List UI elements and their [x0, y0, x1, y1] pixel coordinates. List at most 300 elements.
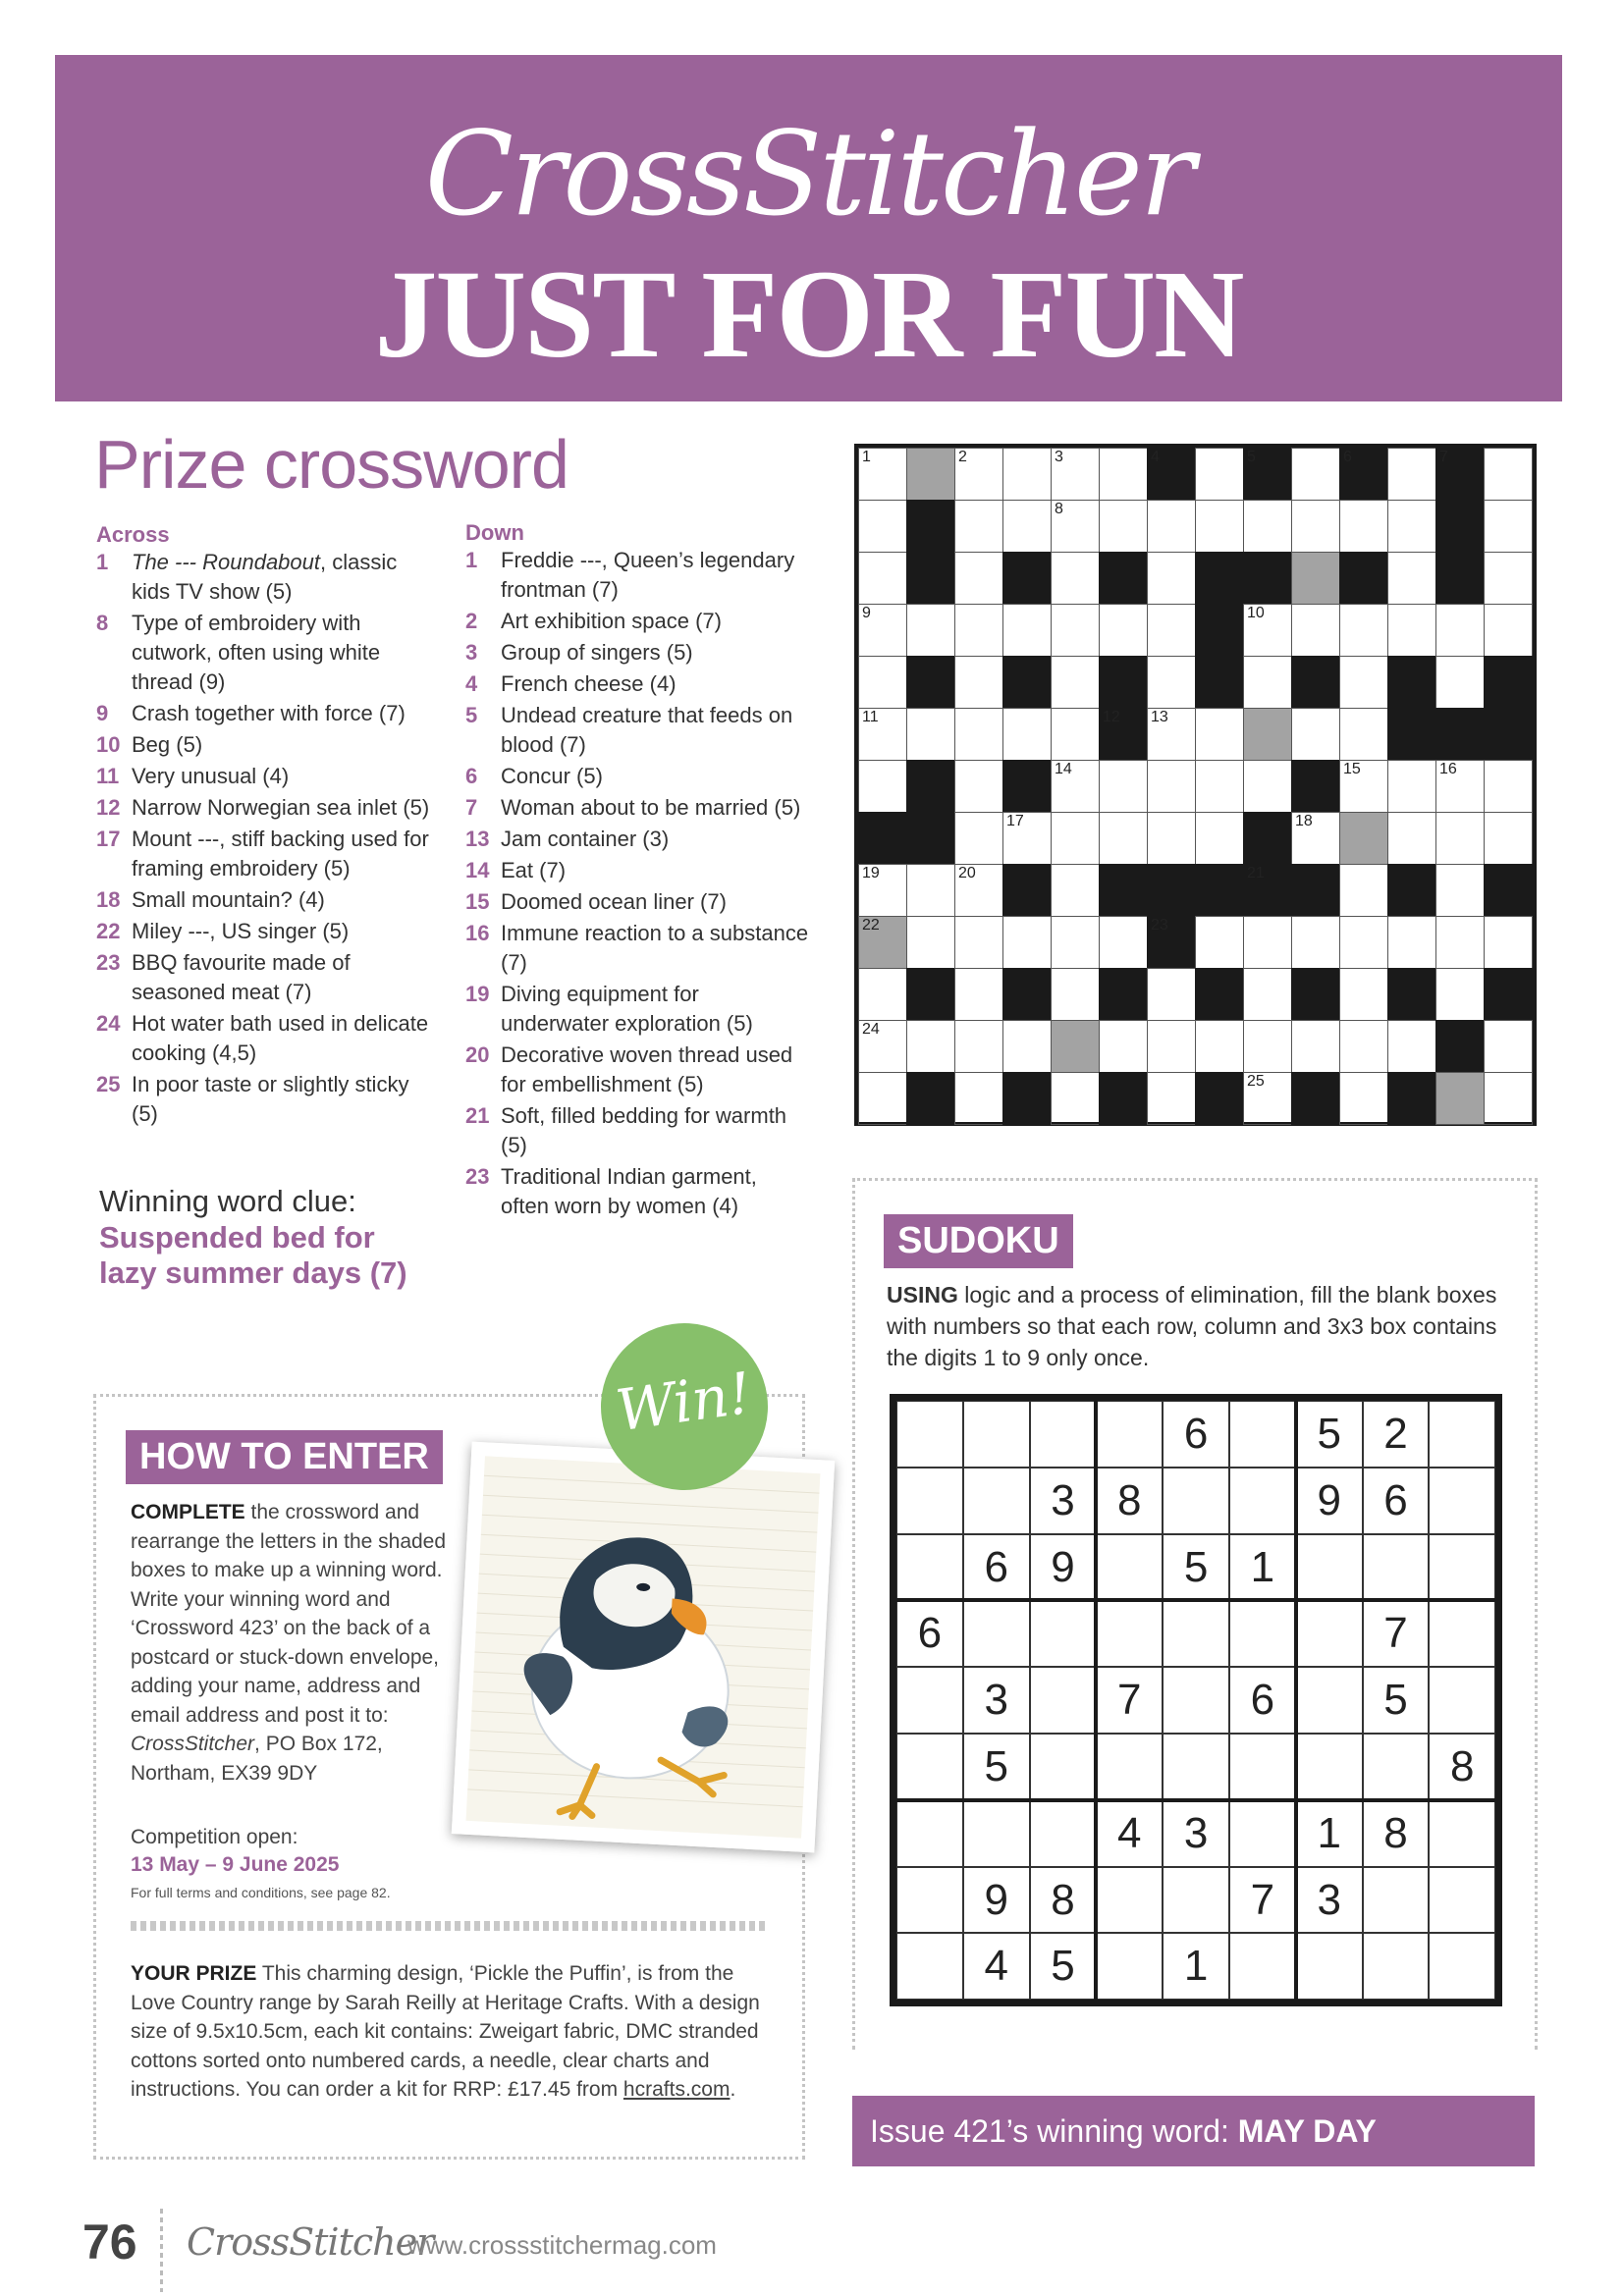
- crossword-block: [1387, 968, 1436, 1021]
- sudoku-empty-cell[interactable]: [1096, 1600, 1163, 1667]
- crossword-cell[interactable]: [1339, 656, 1388, 709]
- crossword-cell[interactable]: [1051, 552, 1100, 605]
- crossword-cell[interactable]: [1195, 760, 1244, 813]
- sudoku-empty-cell[interactable]: [896, 1401, 963, 1468]
- sudoku-empty-cell[interactable]: [1163, 1867, 1229, 1934]
- crossword-shaded-cell[interactable]: [906, 448, 955, 501]
- crossword-cell[interactable]: [1243, 1072, 1292, 1125]
- clue-text: Group of singers (5): [501, 640, 693, 665]
- crossword-cell[interactable]: [858, 604, 907, 657]
- crossword-cell[interactable]: [1339, 916, 1388, 969]
- crossword-cell[interactable]: [1051, 500, 1100, 553]
- crossword-cell[interactable]: [1002, 812, 1052, 865]
- sudoku-empty-cell[interactable]: [1429, 1867, 1495, 1934]
- crossword-block: [858, 812, 907, 865]
- crossword-cell[interactable]: [1243, 968, 1292, 1021]
- crossword-cell[interactable]: [954, 604, 1003, 657]
- sudoku-empty-cell[interactable]: [1030, 1800, 1097, 1867]
- crossword-cell[interactable]: [1099, 500, 1148, 553]
- clue-number: 1: [96, 550, 109, 574]
- crossword-cell[interactable]: [1147, 604, 1196, 657]
- crossword-cell[interactable]: [906, 708, 955, 761]
- clue-text: Diving equipment for underwater exploration (5): [501, 982, 753, 1036]
- previous-winner-banner: [852, 2096, 1535, 2166]
- sudoku-empty-cell[interactable]: [1163, 1600, 1229, 1667]
- crossword-cell[interactable]: [1435, 812, 1485, 865]
- sudoku-empty-cell[interactable]: [1296, 1534, 1363, 1601]
- sudoku-empty-cell[interactable]: [1229, 1600, 1296, 1667]
- prize-end: .: [730, 2078, 736, 2101]
- sudoku-empty-cell[interactable]: [963, 1800, 1030, 1867]
- crossword-cell[interactable]: [954, 812, 1003, 865]
- sudoku-empty-cell[interactable]: [1429, 1667, 1495, 1734]
- crossword-cell[interactable]: [1435, 864, 1485, 917]
- clue-number: 20: [465, 1042, 490, 1067]
- crossword-cell[interactable]: [1147, 812, 1196, 865]
- crossword-cell[interactable]: [1339, 968, 1388, 1021]
- crossword-cell[interactable]: [954, 448, 1003, 501]
- sudoku-given-cell: 5: [963, 1734, 1030, 1800]
- clue-number: 14: [465, 858, 490, 882]
- crossword-cell[interactable]: [954, 656, 1003, 709]
- terms-note: For full terms and conditions, see page 82.: [131, 1885, 391, 1900]
- crossword-cell[interactable]: [858, 708, 907, 761]
- crossword-cell[interactable]: [1147, 656, 1196, 709]
- crossword-cell[interactable]: [1339, 760, 1388, 813]
- sudoku-empty-cell[interactable]: [1030, 1401, 1097, 1468]
- crossword-block: [1099, 1072, 1148, 1125]
- clue-item: [465, 887, 809, 917]
- sudoku-given-cell: 9: [1296, 1468, 1363, 1534]
- clue-italic: The --- Roundabout: [132, 550, 320, 574]
- crossword-cell[interactable]: [1291, 1020, 1340, 1073]
- sudoku-empty-cell[interactable]: [1429, 1468, 1495, 1534]
- crossword-block: [1147, 916, 1196, 969]
- crossword-cell[interactable]: [858, 500, 907, 553]
- crossword-cell[interactable]: [1099, 760, 1148, 813]
- clue-item: [465, 793, 809, 823]
- crossword-cell[interactable]: [1435, 760, 1485, 813]
- crossword-cell[interactable]: [1387, 552, 1436, 605]
- crossword-cell[interactable]: [1387, 1020, 1436, 1073]
- crossword-cell[interactable]: [1291, 916, 1340, 969]
- crossword-cell[interactable]: [1387, 916, 1436, 969]
- sudoku-empty-cell[interactable]: [1163, 1667, 1229, 1734]
- sudoku-empty-cell[interactable]: [1229, 1800, 1296, 1867]
- crossword-cell[interactable]: [1339, 1020, 1388, 1073]
- clue-item: [96, 825, 440, 883]
- clue-number: 1: [465, 548, 478, 572]
- sudoku-empty-cell[interactable]: [1096, 1401, 1163, 1468]
- crossword-cell[interactable]: [954, 968, 1003, 1021]
- clue-text: BBQ favourite made of seasoned meat (7): [132, 950, 351, 1004]
- crossword-cell[interactable]: [954, 1020, 1003, 1073]
- crossword-block: [1291, 864, 1340, 917]
- crossword-cell[interactable]: [954, 552, 1003, 605]
- crossword-clue-number: 12: [1103, 709, 1120, 725]
- crossword-cell[interactable]: [858, 656, 907, 709]
- down-heading: Down: [465, 520, 524, 545]
- sudoku-empty-cell[interactable]: [1030, 1734, 1097, 1800]
- crossword-block: [1195, 552, 1244, 605]
- crossword-block: [1195, 1072, 1244, 1125]
- crossword-shaded-cell[interactable]: [858, 916, 907, 969]
- crossword-cell[interactable]: [906, 916, 955, 969]
- crossword-cell[interactable]: [1291, 604, 1340, 657]
- crossword-cell[interactable]: [1051, 604, 1100, 657]
- crossword-clue-number: 10: [1247, 605, 1265, 621]
- sudoku-given-cell: 6: [1163, 1401, 1229, 1468]
- crossword-cell[interactable]: [1435, 656, 1485, 709]
- crossword-clue-number: 20: [958, 865, 976, 881]
- sudoku-empty-cell[interactable]: [1429, 1600, 1495, 1667]
- crossword-cell[interactable]: [1002, 1020, 1052, 1073]
- crossword-cell[interactable]: [1002, 916, 1052, 969]
- section-title: JUST FOR FUN: [374, 244, 1243, 384]
- entry-lead: COMPLETE: [131, 1501, 245, 1523]
- crossword-cell[interactable]: [1147, 1072, 1196, 1125]
- crossword-cell[interactable]: [1243, 500, 1292, 553]
- sudoku-empty-cell[interactable]: [896, 1667, 963, 1734]
- crossword-cell[interactable]: [1484, 916, 1533, 969]
- crossword-block: [1147, 448, 1196, 501]
- crossword-cell[interactable]: [954, 1072, 1003, 1125]
- crossword-clue-number: 3: [1055, 449, 1063, 465]
- crossword-clue-number: 11: [862, 709, 879, 725]
- sudoku-box-divider: [896, 1798, 1495, 1802]
- sudoku-empty-cell[interactable]: [1096, 1534, 1163, 1601]
- clue-number: 21: [465, 1103, 490, 1128]
- crossword-cell[interactable]: [1484, 448, 1533, 501]
- crossword-cell[interactable]: [1147, 760, 1196, 813]
- crossword-clue-number: 2: [958, 449, 967, 465]
- sudoku-empty-cell[interactable]: [963, 1401, 1030, 1468]
- crossword-cell[interactable]: [1291, 708, 1340, 761]
- winning-word-clue: [99, 1183, 423, 1291]
- across-clues: [96, 522, 440, 1131]
- crossword-cell[interactable]: [1051, 708, 1100, 761]
- crossword-block: [1387, 656, 1436, 709]
- crossword-block: [1002, 968, 1052, 1021]
- sudoku-empty-cell[interactable]: [963, 1600, 1030, 1667]
- sudoku-given-cell: 7: [1229, 1867, 1296, 1934]
- crossword-block: [906, 968, 955, 1021]
- clue-text: Immune reaction to a substance (7): [501, 921, 809, 975]
- crossword-cell[interactable]: [1002, 448, 1052, 501]
- sudoku-empty-cell[interactable]: [1363, 1734, 1430, 1800]
- dotted-divider: [131, 1921, 769, 1931]
- crossword-cell[interactable]: [1147, 500, 1196, 553]
- crossword-block: [1243, 552, 1292, 605]
- sudoku-empty-cell[interactable]: [896, 1933, 963, 2000]
- crossword-cell[interactable]: [1387, 812, 1436, 865]
- crossword-clue-number: 13: [1151, 709, 1168, 725]
- crossword-cell[interactable]: [1051, 916, 1100, 969]
- down-clues: [465, 520, 809, 1223]
- crossword-cell[interactable]: [1147, 552, 1196, 605]
- clue-text: Undead creature that feeds on blood (7): [501, 703, 793, 757]
- crossword-cell[interactable]: [1484, 604, 1533, 657]
- crossword-shaded-cell[interactable]: [1339, 812, 1388, 865]
- clue-text: Hot water bath used in delicate cooking (4,5): [132, 1011, 429, 1065]
- crossword-clue-number: 25: [1247, 1073, 1265, 1090]
- crossword-block: [1195, 968, 1244, 1021]
- crossword-cell[interactable]: [1002, 604, 1052, 657]
- crossword-cell[interactable]: [1387, 500, 1436, 553]
- sudoku-given-cell: 4: [963, 1933, 1030, 2000]
- clue-text: Freddie ---, Queen’s legendary frontman (7): [501, 548, 795, 602]
- crossword-cell[interactable]: [1387, 604, 1436, 657]
- crossword-cell[interactable]: [1051, 968, 1100, 1021]
- crossword-title: Prize crossword: [94, 426, 568, 503]
- clue-number: 11: [96, 764, 120, 788]
- sudoku-given-cell: 5: [1163, 1534, 1229, 1601]
- sudoku-empty-cell[interactable]: [1030, 1600, 1097, 1667]
- crossword-cell[interactable]: [954, 760, 1003, 813]
- crossword-cell[interactable]: [1243, 604, 1292, 657]
- crossword-block: [1435, 448, 1485, 501]
- crossword-cell[interactable]: [1195, 1020, 1244, 1073]
- prize-lead: YOUR PRIZE: [131, 1962, 257, 1985]
- crossword-cell[interactable]: [1243, 656, 1292, 709]
- clue-number: 19: [465, 982, 490, 1006]
- crossword-shaded-cell[interactable]: [1435, 1072, 1485, 1125]
- crossword-cell[interactable]: [1051, 812, 1100, 865]
- crossword-cell[interactable]: [1002, 500, 1052, 553]
- clue-number: 10: [96, 732, 121, 757]
- crossword-cell[interactable]: [1387, 448, 1436, 501]
- clue-number: 12: [96, 795, 121, 820]
- crossword-shaded-cell[interactable]: [1243, 708, 1292, 761]
- crossword-cell[interactable]: [1002, 708, 1052, 761]
- crossword-cell[interactable]: [906, 1020, 955, 1073]
- crossword-cell[interactable]: [858, 552, 907, 605]
- crossword-cell[interactable]: [1099, 812, 1148, 865]
- clue-number: 24: [96, 1011, 121, 1036]
- crossword-cell[interactable]: [858, 1072, 907, 1125]
- crossword-cell[interactable]: [1339, 604, 1388, 657]
- sudoku-empty-cell[interactable]: [896, 1867, 963, 1934]
- crossword-block: [1002, 656, 1052, 709]
- crossword-cell[interactable]: [1099, 604, 1148, 657]
- crossword-cell[interactable]: [1195, 708, 1244, 761]
- crossword-cell[interactable]: [1243, 1020, 1292, 1073]
- clue-item: [465, 919, 809, 978]
- crossword-cell[interactable]: [1051, 864, 1100, 917]
- sudoku-empty-cell[interactable]: [1229, 1734, 1296, 1800]
- crossword-cell[interactable]: [906, 604, 955, 657]
- clue-item: [96, 609, 440, 697]
- crossword-cell[interactable]: [1484, 1072, 1533, 1125]
- crossword-clue-number: 7: [1439, 449, 1448, 465]
- sudoku-empty-cell[interactable]: [1429, 1401, 1495, 1468]
- crossword-cell[interactable]: [1195, 500, 1244, 553]
- sudoku-given-cell: 5: [1030, 1933, 1097, 2000]
- clue-text: Doomed ocean liner (7): [501, 889, 727, 914]
- crossword-cell[interactable]: [1435, 916, 1485, 969]
- sudoku-empty-cell[interactable]: [1030, 1667, 1097, 1734]
- clue-item: [465, 762, 809, 791]
- sudoku-empty-cell[interactable]: [1429, 1800, 1495, 1867]
- crossword-clue-number: 1: [862, 449, 871, 465]
- entry-magazine-name: CrossStitcher: [131, 1733, 255, 1755]
- sudoku-empty-cell[interactable]: [896, 1734, 963, 1800]
- sudoku-empty-cell[interactable]: [896, 1534, 963, 1601]
- clue-item: [465, 980, 809, 1039]
- crossword-cell[interactable]: [954, 500, 1003, 553]
- crossword-cell[interactable]: [1339, 500, 1388, 553]
- crossword-cell[interactable]: [1339, 708, 1388, 761]
- sudoku-empty-cell[interactable]: [1096, 1734, 1163, 1800]
- clue-item: [96, 793, 440, 823]
- competition-dates: 13 May – 9 June 2025: [131, 1853, 340, 1876]
- sudoku-box-divider: [1294, 1401, 1298, 2000]
- sudoku-empty-cell[interactable]: [1296, 1933, 1363, 2000]
- crossword-cell[interactable]: [954, 708, 1003, 761]
- crossword-shaded-cell[interactable]: [1291, 552, 1340, 605]
- crossword-cell[interactable]: [1243, 760, 1292, 813]
- sudoku-given-cell: 6: [896, 1600, 963, 1667]
- crossword-cell[interactable]: [1435, 968, 1485, 1021]
- sudoku-empty-cell[interactable]: [1229, 1468, 1296, 1534]
- crossword-cell[interactable]: [1147, 708, 1196, 761]
- how-to-enter-title: HOW TO ENTER: [126, 1430, 443, 1484]
- magazine-logo: CrossStitcher: [424, 106, 1193, 241]
- crossword-cell[interactable]: [1243, 916, 1292, 969]
- clue-item: [96, 948, 440, 1007]
- clue-text: Concur (5): [501, 764, 603, 788]
- sudoku-empty-cell[interactable]: [1163, 1734, 1229, 1800]
- crossword-clue-number: 22: [862, 917, 880, 934]
- crossword-cell[interactable]: [1484, 552, 1533, 605]
- crossword-cell[interactable]: [1195, 448, 1244, 501]
- crossword-cell[interactable]: [1484, 500, 1533, 553]
- sudoku-empty-cell[interactable]: [1096, 1867, 1163, 1934]
- crossword-block: [1002, 552, 1052, 605]
- crossword-cell[interactable]: [1099, 916, 1148, 969]
- sudoku-empty-cell[interactable]: [1363, 1933, 1430, 2000]
- clue-number: 4: [465, 671, 478, 696]
- clue-number: 8: [96, 611, 109, 635]
- crossword-block: [1435, 1020, 1485, 1073]
- crossword-cell[interactable]: [1291, 812, 1340, 865]
- entry-body: the crossword and rearrange the letters in the shaded boxes to make up a winning word. Write your winning word and ‘Crossword 423’ on the back of a postcard or stuck-down envelope, adding your name, address and email address and post it to:: [131, 1501, 447, 1727]
- sudoku-empty-cell[interactable]: [1163, 1468, 1229, 1534]
- sudoku-empty-cell[interactable]: [1296, 1734, 1363, 1800]
- sudoku-empty-cell[interactable]: [1296, 1600, 1363, 1667]
- crossword-cell[interactable]: [1484, 1020, 1533, 1073]
- clue-number: 15: [465, 889, 490, 914]
- sudoku-empty-cell[interactable]: [1429, 1534, 1495, 1601]
- sudoku-empty-cell[interactable]: [1229, 1933, 1296, 2000]
- crossword-cell[interactable]: [858, 968, 907, 1021]
- crossword-cell[interactable]: [1051, 760, 1100, 813]
- crossword-block: [1099, 552, 1148, 605]
- footer-logo: CrossStitcher: [187, 2220, 434, 2264]
- clue-item: [96, 917, 440, 946]
- sudoku-empty-cell[interactable]: [1429, 1933, 1495, 2000]
- crossword-cell[interactable]: [1387, 760, 1436, 813]
- footer-url[interactable]: www.crossstitchermag.com: [407, 2230, 717, 2260]
- crossword-cell[interactable]: [858, 448, 907, 501]
- crossword-cell[interactable]: [858, 1020, 907, 1073]
- crossword-cell[interactable]: [1099, 1020, 1148, 1073]
- crossword-block: [1002, 864, 1052, 917]
- crossword-cell[interactable]: [1195, 812, 1244, 865]
- crossword-block: [1099, 968, 1148, 1021]
- sudoku-empty-cell[interactable]: [963, 1468, 1030, 1534]
- sudoku-given-cell: 8: [1363, 1800, 1430, 1867]
- down-clue-list: [465, 546, 809, 1221]
- prize-link[interactable]: hcrafts.com: [623, 2078, 731, 2101]
- crossword-cell[interactable]: [954, 916, 1003, 969]
- sudoku-empty-cell[interactable]: [1363, 1867, 1430, 1934]
- sudoku-empty-cell[interactable]: [1229, 1401, 1296, 1468]
- crossword-cell[interactable]: [1147, 968, 1196, 1021]
- sudoku-given-cell: 1: [1296, 1800, 1363, 1867]
- crossword-block: [1291, 1072, 1340, 1125]
- crossword-cell[interactable]: [1147, 1020, 1196, 1073]
- crossword-cell[interactable]: [1339, 1072, 1388, 1125]
- crossword-grid: [854, 444, 1537, 1126]
- clue-item: [96, 699, 440, 728]
- header-banner: [55, 55, 1562, 401]
- clue-text: , classic kids TV show (5): [132, 550, 398, 604]
- crossword-block: [1002, 760, 1052, 813]
- sudoku-empty-cell[interactable]: [896, 1468, 963, 1534]
- clue-item: [465, 1101, 809, 1160]
- sudoku-given-cell: 5: [1363, 1667, 1430, 1734]
- crossword-cell[interactable]: [858, 864, 907, 917]
- entry-instructions: [131, 1498, 460, 1788]
- sudoku-given-cell: 7: [1363, 1600, 1430, 1667]
- crossword-cell[interactable]: [1435, 604, 1485, 657]
- winning-word-label: Winning word clue:: [99, 1184, 356, 1218]
- previous-winner-label: Issue 421’s winning word:: [870, 2113, 1238, 2149]
- sudoku-empty-cell[interactable]: [1296, 1667, 1363, 1734]
- crossword-clue-number: 6: [1343, 449, 1352, 465]
- crossword-cell[interactable]: [1291, 500, 1340, 553]
- clue-number: 5: [465, 703, 478, 727]
- crossword-cell[interactable]: [1051, 1072, 1100, 1125]
- clue-item: [465, 669, 809, 699]
- crossword-clue-number: 19: [862, 865, 880, 881]
- crossword-cell[interactable]: [1099, 448, 1148, 501]
- sudoku-empty-cell[interactable]: [1096, 1933, 1163, 2000]
- crossword-block: [1195, 604, 1244, 657]
- crossword-block: [1002, 1072, 1052, 1125]
- crossword-cell[interactable]: [954, 864, 1003, 917]
- sudoku-empty-cell[interactable]: [896, 1800, 963, 1867]
- crossword-cell[interactable]: [1291, 448, 1340, 501]
- sudoku-empty-cell[interactable]: [1363, 1534, 1430, 1601]
- crossword-block: [1339, 448, 1388, 501]
- sudoku-given-cell: 4: [1096, 1800, 1163, 1867]
- crossword-clue-number: 8: [1055, 501, 1063, 517]
- crossword-cell[interactable]: [906, 864, 955, 917]
- crossword-cell[interactable]: [1195, 916, 1244, 969]
- crossword-cell[interactable]: [1051, 656, 1100, 709]
- entry-address: , PO Box 172, Northam, EX39 9DY: [131, 1733, 383, 1785]
- crossword-block: [1147, 864, 1196, 917]
- crossword-cell[interactable]: [1484, 760, 1533, 813]
- clue-number: 6: [465, 764, 478, 788]
- crossword-cell[interactable]: [858, 760, 907, 813]
- crossword-cell[interactable]: [1484, 812, 1533, 865]
- crossword-cell[interactable]: [1051, 448, 1100, 501]
- crossword-shaded-cell[interactable]: [1051, 1020, 1100, 1073]
- crossword-cell[interactable]: [1339, 864, 1388, 917]
